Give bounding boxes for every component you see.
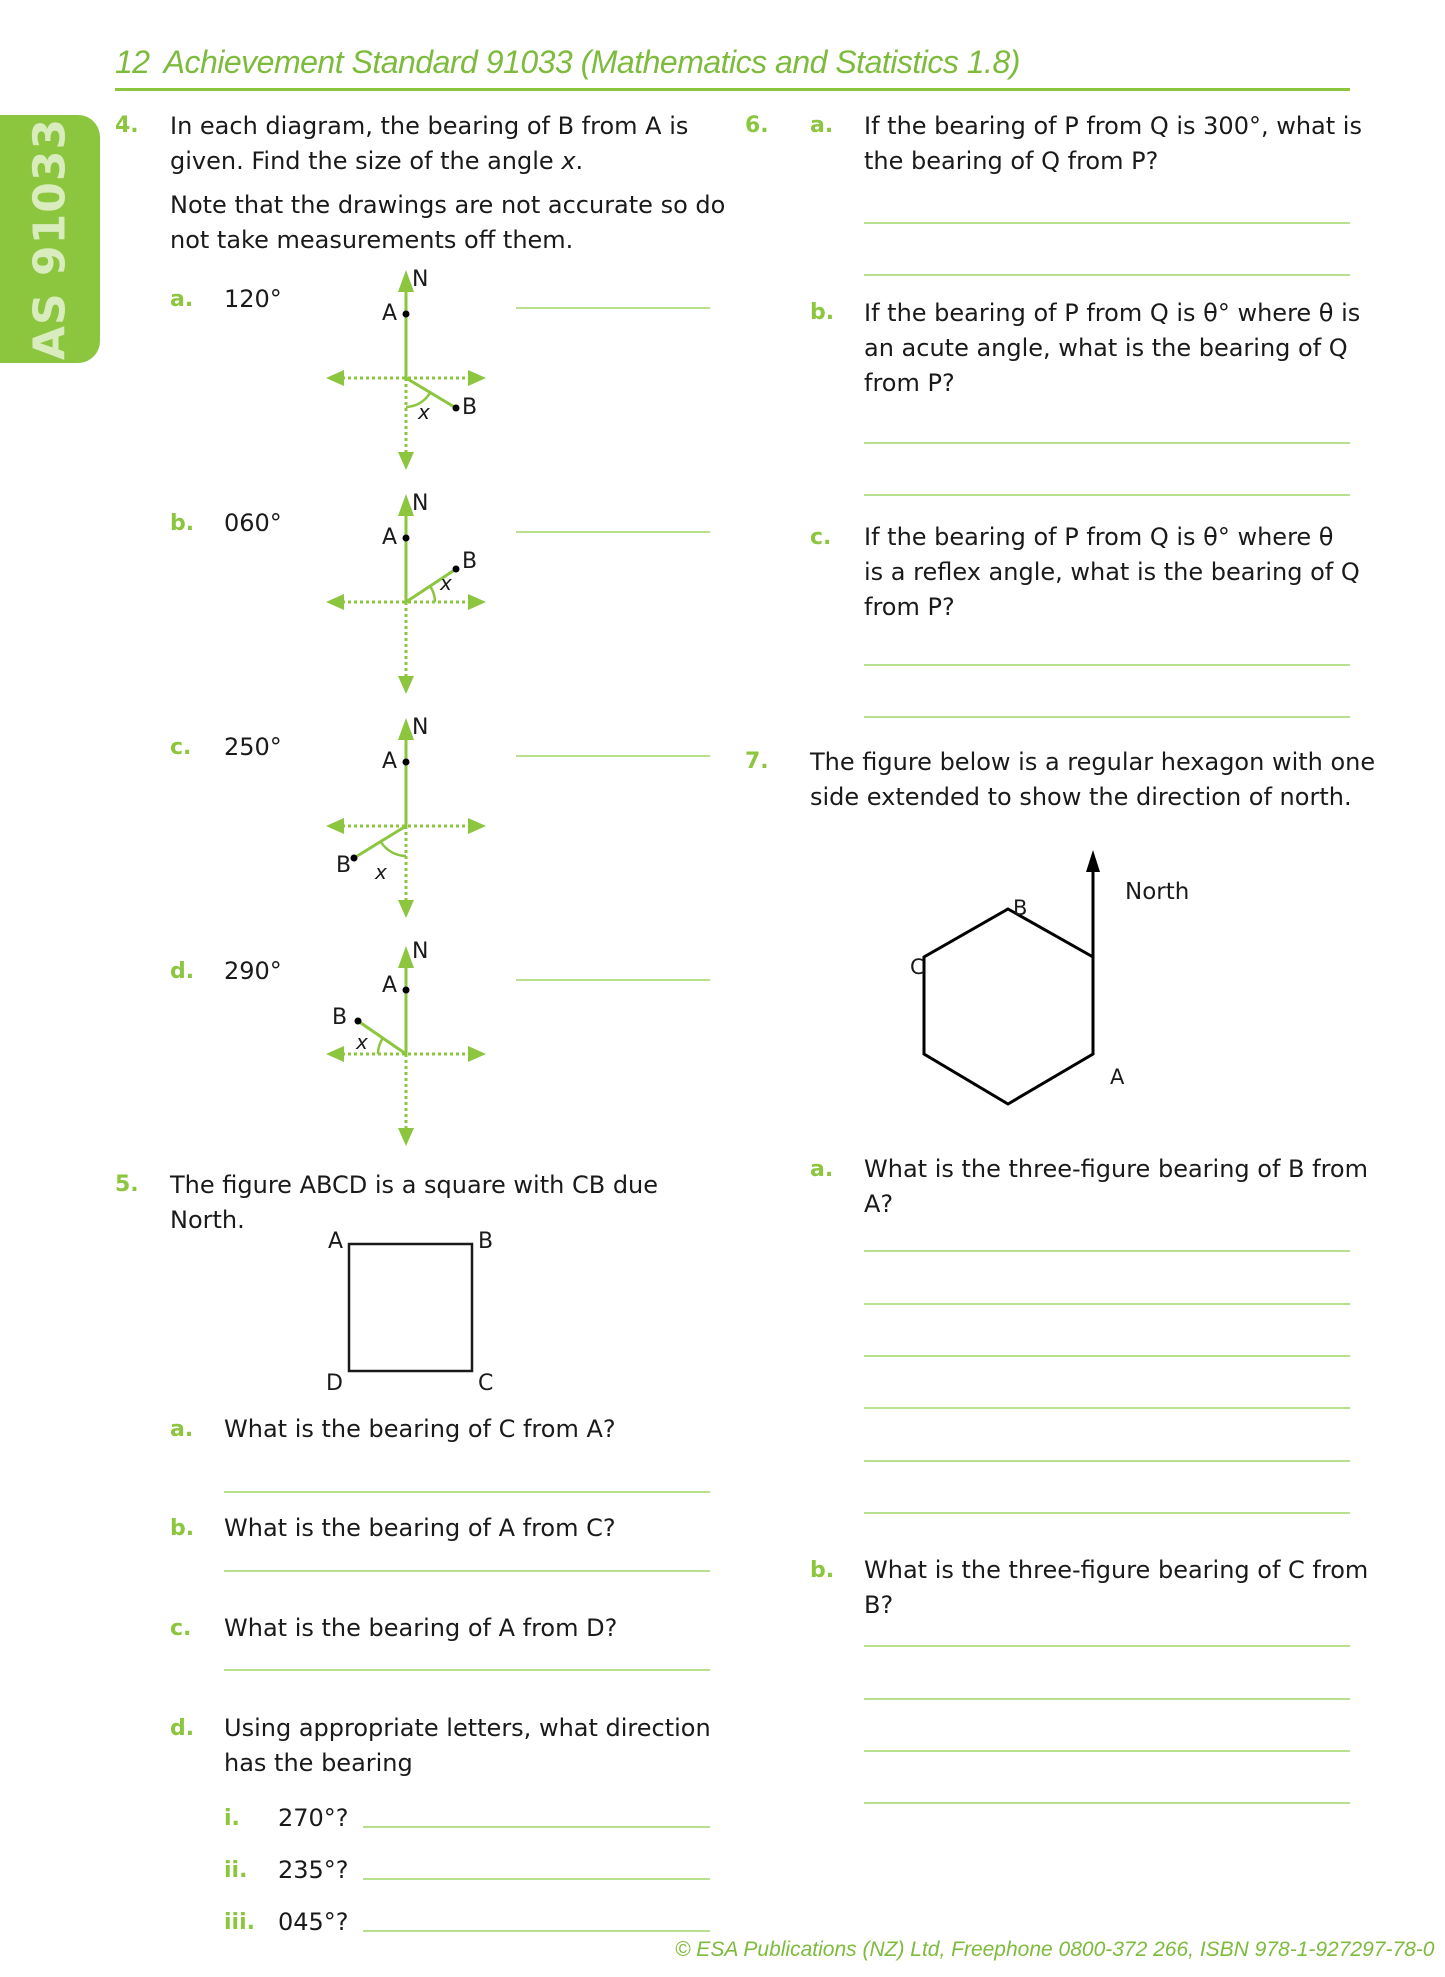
q4-part-d-bearing: 290° bbox=[224, 957, 282, 985]
diagram-a-north-label: N bbox=[412, 267, 429, 292]
question-4-note-line2: not take measurements off them. bbox=[170, 226, 574, 254]
q4-part-a-letter: a. bbox=[170, 287, 194, 312]
q5-subpart-i-answer-line[interactable] bbox=[363, 1826, 710, 1828]
diagram-c bbox=[326, 718, 486, 918]
q6-part-a-letter: a. bbox=[810, 113, 834, 138]
q6-part-c-text-line2: is a reflex angle, what is the bearing of Q bbox=[864, 558, 1360, 586]
q7-part-a-text-line1: What is the three-figure bearing of B from bbox=[864, 1155, 1368, 1183]
square-label-b: B bbox=[478, 1229, 494, 1254]
q5-subpart-i-label: i. bbox=[224, 1806, 240, 1831]
diagram-a bbox=[326, 270, 486, 470]
q6-part-b-answer-line-1[interactable] bbox=[864, 442, 1350, 444]
diagram-a-b-label: B bbox=[462, 395, 478, 420]
diagram-a-x-label: x bbox=[418, 400, 430, 424]
diagram-b bbox=[326, 494, 486, 694]
question-7-text-line2: side extended to show the direction of north. bbox=[810, 783, 1352, 811]
q7-part-a-text-line2: A? bbox=[864, 1190, 894, 1218]
q5-part-b-letter: b. bbox=[170, 1516, 195, 1541]
q4-part-b-bearing: 060° bbox=[224, 509, 282, 537]
hexagon-label-b: B bbox=[1013, 896, 1028, 920]
q5-part-a-answer-line[interactable] bbox=[224, 1491, 710, 1493]
q6-part-a-answer-line-2[interactable] bbox=[864, 274, 1350, 276]
q5-subpart-i-value: 270°? bbox=[278, 1804, 349, 1832]
question-4-note-line1: Note that the drawings are not accurate so do bbox=[170, 191, 726, 219]
page-title: Achievement Standard 91033 (Mathematics and Statistics 1.8) bbox=[163, 44, 1020, 80]
hexagon-label-a: A bbox=[1110, 1065, 1125, 1089]
diagram-b-b-label: B bbox=[462, 549, 478, 574]
q5-subpart-iii-value: 045°? bbox=[278, 1908, 349, 1936]
page-number: 12 bbox=[115, 44, 150, 80]
diagram-b-a-label: A bbox=[382, 525, 398, 550]
q7-part-b-answer-line-4[interactable] bbox=[864, 1802, 1350, 1804]
q5-part-c-text: What is the bearing of A from D? bbox=[224, 1614, 618, 1642]
square-label-c: C bbox=[478, 1371, 494, 1396]
question-5-number: 5. bbox=[115, 1172, 139, 1197]
q7-part-a-answer-line-4[interactable] bbox=[864, 1407, 1350, 1409]
q7-part-b-text-line2: B? bbox=[864, 1591, 894, 1619]
hexagon bbox=[924, 909, 1093, 1104]
diagram-c-b-label: B bbox=[336, 853, 352, 878]
diagram-d-x-label: x bbox=[356, 1030, 368, 1054]
q5-part-d-letter: d. bbox=[170, 1716, 195, 1741]
q4-part-a-bearing: 120° bbox=[224, 285, 282, 313]
q5-part-b-answer-line[interactable] bbox=[224, 1570, 710, 1572]
q7-part-b-letter: b. bbox=[810, 1558, 835, 1583]
hexagon-north-label: North bbox=[1125, 879, 1190, 905]
diagram-c-a-label: A bbox=[382, 749, 398, 774]
diagram-b-x-label: x bbox=[440, 571, 452, 595]
q6-part-a-text-line2: the bearing of Q from P? bbox=[864, 147, 1159, 175]
q4-part-c-letter: c. bbox=[170, 735, 192, 760]
q6-part-b-text-line2: an acute angle, what is the bearing of Q bbox=[864, 334, 1348, 362]
q5-subpart-ii-label: ii. bbox=[224, 1858, 248, 1883]
question-7-text-line1: The figure below is a regular hexagon with one bbox=[810, 748, 1376, 776]
question-4-text-line1: In each diagram, the bearing of B from A is bbox=[170, 112, 689, 140]
q7-part-a-answer-line-6[interactable] bbox=[864, 1512, 1350, 1514]
square-label-a: A bbox=[328, 1229, 344, 1254]
square-label-d: D bbox=[326, 1371, 343, 1396]
question-5-text-line2: North. bbox=[170, 1206, 245, 1234]
q5-part-a-letter: a. bbox=[170, 1417, 194, 1442]
question-4-text-line2: given. Find the size of the angle x. bbox=[170, 147, 584, 175]
side-tab-label: AS 91033 bbox=[24, 117, 76, 361]
q5-part-a-text: What is the bearing of C from A? bbox=[224, 1415, 616, 1443]
diagram-b-north-label: N bbox=[412, 491, 429, 516]
q7-part-b-text-line1: What is the three-figure bearing of C from bbox=[864, 1556, 1369, 1584]
question-7-number: 7. bbox=[745, 749, 769, 774]
q6-part-a-answer-line-1[interactable] bbox=[864, 222, 1350, 224]
q4-part-c-bearing: 250° bbox=[224, 733, 282, 761]
q7-part-a-answer-line-5[interactable] bbox=[864, 1460, 1350, 1462]
q6-part-c-text-line3: from P? bbox=[864, 593, 955, 621]
north-arrow-icon bbox=[1086, 850, 1100, 872]
q6-part-b-letter: b. bbox=[810, 300, 835, 325]
q6-part-c-answer-line-2[interactable] bbox=[864, 716, 1350, 718]
q5-subpart-iii-label: iii. bbox=[224, 1910, 255, 1935]
q5-subpart-iii-answer-line[interactable] bbox=[363, 1930, 710, 1932]
copyright-footer: © ESA Publications (NZ) Ltd, Freephone 0800-372 266, ISBN 978-1-927297-78-0 bbox=[675, 1938, 1435, 1961]
q6-part-c-letter: c. bbox=[810, 525, 832, 550]
q7-part-a-answer-line-2[interactable] bbox=[864, 1303, 1350, 1305]
q7-part-b-answer-line-2[interactable] bbox=[864, 1698, 1350, 1700]
q5-part-d-text-line2: has the bearing bbox=[224, 1749, 413, 1777]
q7-part-a-answer-line-3[interactable] bbox=[864, 1355, 1350, 1357]
question-5-text-line1: The figure ABCD is a square with CB due bbox=[170, 1171, 659, 1199]
q6-part-b-answer-line-2[interactable] bbox=[864, 494, 1350, 496]
diagram-d-b-label: B bbox=[332, 1005, 348, 1030]
q7-part-a-letter: a. bbox=[810, 1157, 834, 1182]
square-abcd bbox=[349, 1244, 472, 1371]
diagram-c-x-label: x bbox=[375, 860, 387, 884]
q6-part-b-text-line3: from P? bbox=[864, 369, 955, 397]
q7-part-b-answer-line-1[interactable] bbox=[864, 1645, 1350, 1647]
q5-part-c-letter: c. bbox=[170, 1616, 192, 1641]
q6-part-b-text-line1: If the bearing of P from Q is θ° where θ is bbox=[864, 299, 1361, 327]
diagram-c-north-label: N bbox=[412, 715, 429, 740]
question-4-number: 4. bbox=[115, 113, 139, 138]
diagram-d-north-label: N bbox=[412, 939, 429, 964]
q6-part-c-answer-line-1[interactable] bbox=[864, 664, 1350, 666]
q6-part-a-text-line1: If the bearing of P from Q is 300°, what is bbox=[864, 112, 1362, 140]
q6-part-c-text-line1: If the bearing of P from Q is θ° where θ bbox=[864, 523, 1334, 551]
q5-subpart-ii-value: 235°? bbox=[278, 1856, 349, 1884]
q4-part-d-letter: d. bbox=[170, 959, 195, 984]
q5-part-c-answer-line[interactable] bbox=[224, 1669, 710, 1671]
q7-part-b-answer-line-3[interactable] bbox=[864, 1750, 1350, 1752]
question-6-number: 6. bbox=[745, 113, 769, 138]
diagram-a-a-label: A bbox=[382, 301, 398, 326]
diagram-d bbox=[326, 946, 486, 1146]
diagram-d-a-label: A bbox=[382, 973, 398, 998]
q4-part-b-letter: b. bbox=[170, 511, 195, 536]
q5-subpart-ii-answer-line[interactable] bbox=[363, 1878, 710, 1880]
q5-part-b-text: What is the bearing of A from C? bbox=[224, 1514, 616, 1542]
q7-part-a-answer-line-1[interactable] bbox=[864, 1250, 1350, 1252]
hexagon-label-c: C bbox=[910, 955, 925, 979]
q5-part-d-text-line1: Using appropriate letters, what direction bbox=[224, 1714, 711, 1742]
